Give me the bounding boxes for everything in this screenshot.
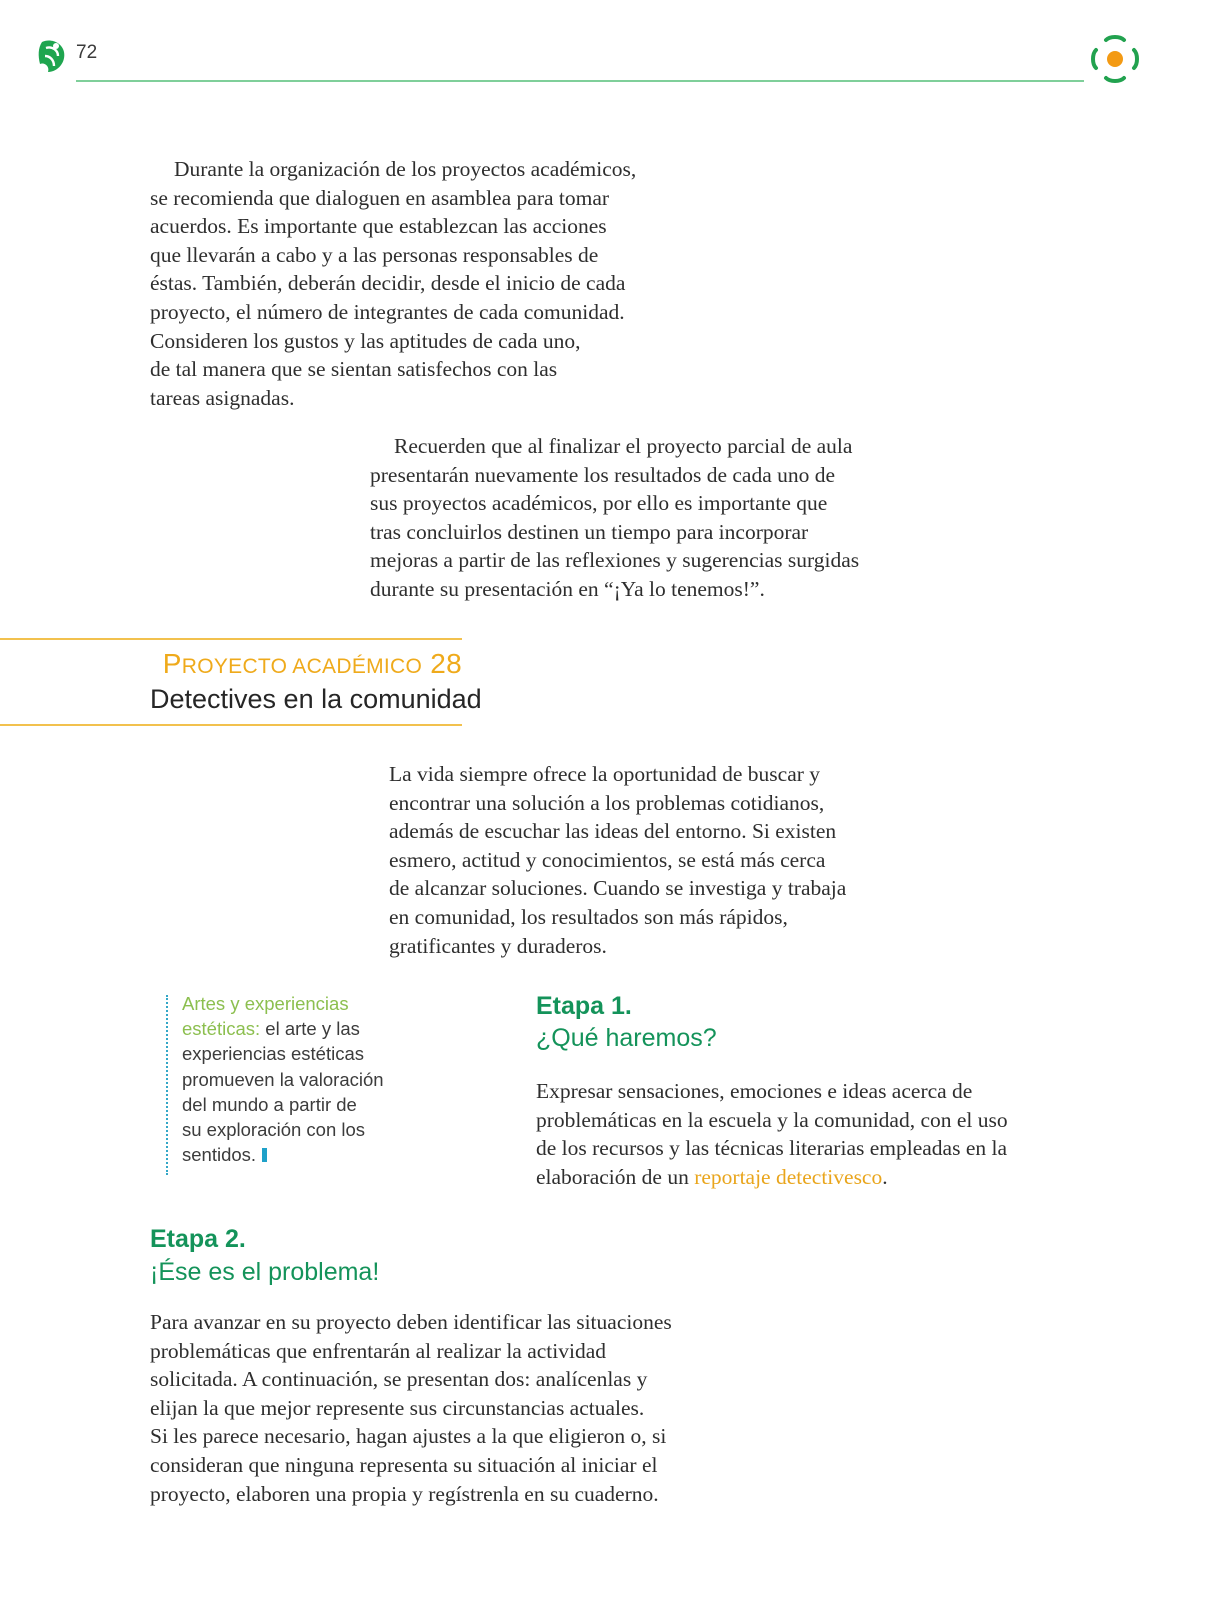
project-label bbox=[163, 648, 462, 680]
text-line: tareas asignadas. bbox=[150, 385, 295, 410]
text-line: esmero, actitud y conocimientos, se está más cerca bbox=[389, 847, 826, 872]
text-line: Consideren los gustos y las aptitudes de cada uno, bbox=[150, 328, 581, 353]
text-line: Si les parece necesario, hagan ajustes a la que eligieron o, si bbox=[150, 1424, 667, 1449]
text-line: La vida siempre ofrece la oportunidad de buscar y bbox=[389, 762, 821, 786]
project-label-rest: ROYECTO ACADÉMICO bbox=[181, 655, 423, 678]
side-note-term: Artes y experiencias bbox=[182, 993, 349, 1014]
side-note-term: estéticas: bbox=[182, 1018, 261, 1040]
project-number: 28 bbox=[430, 648, 462, 679]
text-line: proyecto, elaboren una propia y regístrenla en su cuaderno. bbox=[150, 1481, 659, 1506]
text-line: elijan la que mejor represente sus circunstancias actuales. bbox=[150, 1395, 645, 1420]
text-line: éstas. También, deberán decidir, desde el inicio de cada bbox=[150, 271, 626, 296]
stage-1-text bbox=[536, 1077, 1008, 1191]
text-line: presentarán nuevamente los resultados de cada uno de bbox=[370, 462, 836, 487]
glossary-term-link: reportaje detectivesco bbox=[694, 1164, 883, 1189]
project-intro bbox=[389, 760, 846, 960]
text-line: encontrar una solución a los problemas cotidianos, bbox=[389, 790, 825, 815]
text-line: acuerdos. Es importante que establezcan las acciones bbox=[150, 214, 607, 239]
text-line: de los recursos y las técnicas literarias empleadas en la bbox=[536, 1136, 1008, 1161]
text-line: sus proyectos académicos, por ello es importante que bbox=[370, 491, 828, 516]
stage-2-label: Etapa 2. bbox=[150, 1225, 246, 1253]
text-line: solicitada. A continuación, se presentan dos: analícenlas y bbox=[150, 1367, 648, 1392]
text-line: proyecto, el número de integrantes de cada comunidad. bbox=[150, 299, 625, 324]
text-line: experiencias estéticas bbox=[182, 1043, 365, 1065]
text-line: gratificantes y duraderos. bbox=[389, 933, 607, 958]
text-line: promueven la valoración bbox=[182, 1068, 384, 1090]
text-line: se recomienda que dialoguen en asamblea para tomar bbox=[150, 185, 610, 210]
text-line: Para avanzar en su proyecto deben identificar las situaciones bbox=[150, 1310, 672, 1334]
text-line: de alcanzar soluciones. Cuando se investiga y trabaja bbox=[389, 876, 847, 901]
text-line: sentidos. bbox=[182, 1144, 257, 1166]
text-line: durante su presentación en “¡Ya lo tenemos!”. bbox=[370, 576, 765, 601]
text-line: problemáticas que enfrentarán al realizar la actividad bbox=[150, 1338, 607, 1363]
text-line: en comunidad, los resultados son más rápidos, bbox=[389, 904, 788, 929]
text-line: Recuerden que al finalizar el proyecto parcial de aula bbox=[394, 434, 853, 458]
stage-2-title: ¡Ése es el problema! bbox=[150, 1258, 380, 1286]
text-line: Durante la organización de los proyectos académicos, bbox=[174, 157, 637, 181]
text-line: . bbox=[882, 1164, 888, 1189]
project-label-initial: P bbox=[162, 648, 182, 679]
header-rule bbox=[76, 80, 1084, 82]
side-note bbox=[166, 995, 408, 1175]
end-mark-icon bbox=[262, 1148, 267, 1162]
text-line: mejoras a partir de las reflexiones y sugerencias surgidas bbox=[370, 548, 860, 573]
stage-1-label: Etapa 1. bbox=[536, 992, 632, 1020]
leaf-logo-icon bbox=[36, 38, 68, 74]
page-number: 72 bbox=[76, 42, 98, 63]
text-line: tras concluirlos destinen un tiempo para incorporar bbox=[370, 519, 809, 544]
intro-paragraph-1 bbox=[150, 155, 636, 412]
text-line: de tal manera que se sientan satisfechos con las bbox=[150, 357, 558, 382]
stage-2-text bbox=[150, 1308, 672, 1508]
text-line: que llevarán a cabo y a las personas responsables de bbox=[150, 242, 599, 267]
text-line: consideran que ninguna representa su situación al iniciar el bbox=[150, 1452, 658, 1477]
intro-paragraph-2 bbox=[370, 432, 859, 604]
text-line: Expresar sensaciones, emociones e ideas acerca de bbox=[536, 1079, 973, 1103]
stage-1-title: ¿Qué haremos? bbox=[536, 1024, 717, 1052]
project-title: Detectives en la comunidad bbox=[150, 684, 482, 714]
side-note-text bbox=[182, 991, 384, 1167]
text-line: además de escuchar las ideas del entorno. Si existen bbox=[389, 819, 837, 844]
text-line: elaboración de un bbox=[536, 1164, 695, 1189]
project-heading bbox=[0, 638, 482, 726]
text-line: el arte y las bbox=[260, 1018, 360, 1040]
community-circle-icon bbox=[1090, 34, 1140, 84]
text-line: su exploración con los bbox=[182, 1119, 366, 1141]
text-line: problemáticas en la escuela y la comunidad, con el uso bbox=[536, 1107, 1008, 1132]
text-line: del mundo a partir de bbox=[182, 1093, 357, 1115]
